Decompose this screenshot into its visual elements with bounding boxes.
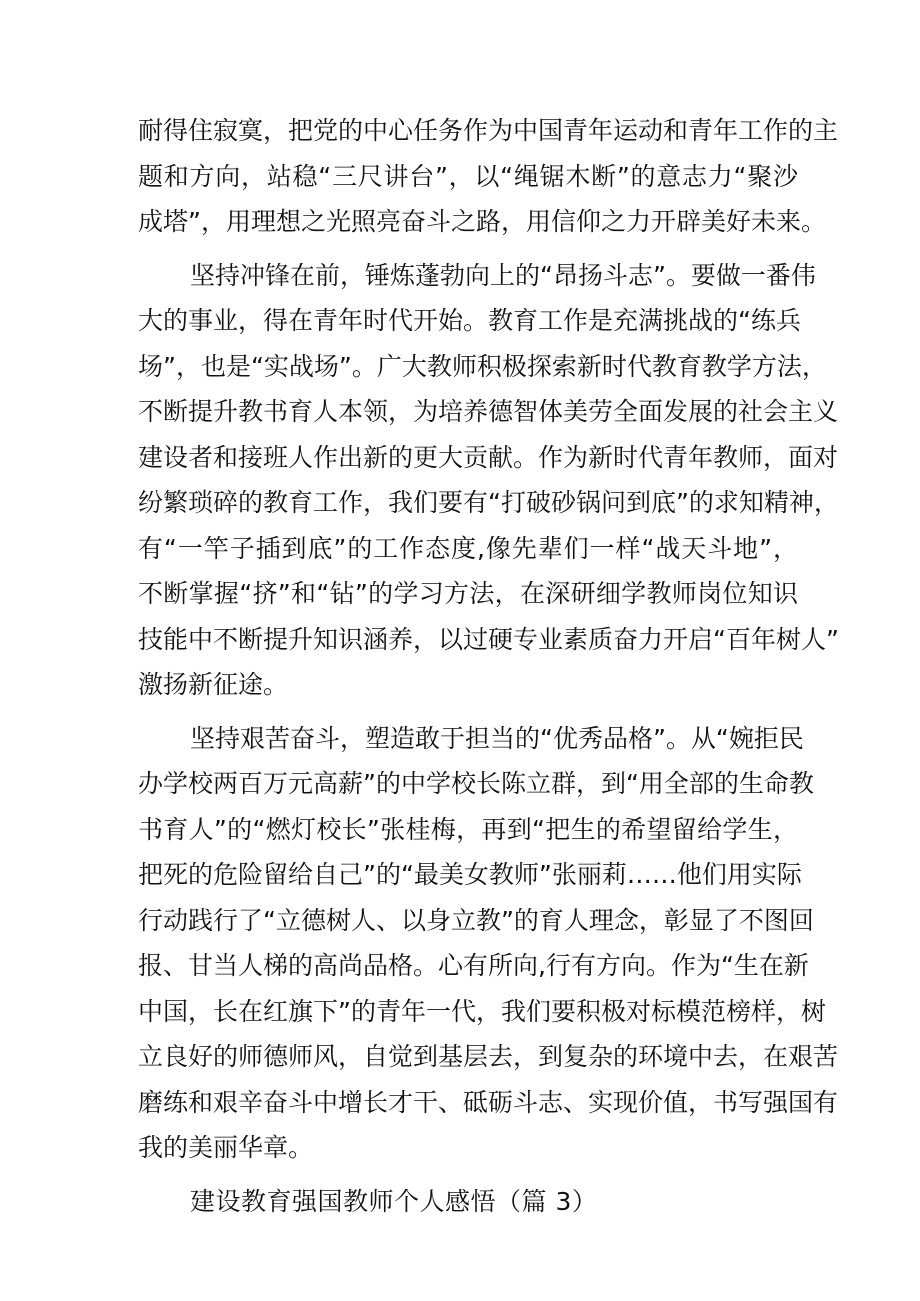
text-line: 大的事业，得在青年时代开始。教育工作是充满挑战的“练兵: [138, 306, 801, 335]
text-line: 我的美丽华章。: [138, 1133, 314, 1162]
text-line: 有“一竿子插到底”的工作态度,像先辈们一样“战天斗地”，: [138, 533, 798, 563]
text-line: 报、甘当人梯的高尚品格。心有所向,行有方向。作为“生在新: [138, 951, 809, 980]
text-line: 不断提升教书育人本领，为培养德智体美劳全面发展的社会主义: [138, 397, 839, 426]
paragraph-3: [138, 716, 839, 1171]
document-body: [138, 108, 839, 1224]
section-heading: 建设教育强国教师个人感悟（篇 3）: [190, 1186, 598, 1216]
text-line: 办学校两百万元高薪”的中学校长陈立群，到“用全部的生命教: [138, 769, 814, 798]
text-line: 磨练和艰辛奋斗中增长才干、砥砺斗志、实现价值，书写强国有: [138, 1087, 839, 1117]
paragraph-1: [138, 108, 839, 245]
text-line: 中国，长在红旗下”的青年一代，我们要积极对标模范榜样，树: [138, 996, 826, 1026]
text-line: 技能中不断提升知识涵养，以过硬专业素质奋力开启“百年树人”: [138, 624, 839, 654]
text-line: 立良好的师德师风，自觉到基层去，到复杂的环境中去，在艰苦: [138, 1042, 839, 1071]
text-line: 题和方向，站稳“三尺讲台”，以“绳锯木断”的意志力“聚沙: [138, 161, 798, 191]
text-line: 耐得住寂寞，把党的中心任务作为中国青年运动和青年工作的主: [138, 116, 839, 145]
text-line: 把死的危险留给自己”的“最美女教师”张丽莉……他们用实际: [138, 860, 802, 889]
text-line: 坚持艰苦奋斗，塑造敢于担当的“优秀品格”。从“婉拒民: [190, 723, 804, 753]
text-line: 建设者和接班人作出新的更大贡献。作为新时代青年教师，面对: [138, 442, 839, 472]
text-line: 成塔”，用理想之光照亮奋斗之路，用信仰之力开辟美好未来。: [138, 207, 826, 236]
paragraph-2: [138, 253, 839, 708]
text-line: 激扬新征途。: [138, 670, 289, 699]
text-line: 场”，也是“实战场”。广大教师积极探索新时代教育教学方法，: [138, 351, 827, 381]
text-line: 书育人”的“燃灯校长”张桂梅，再到“把生的希望留给学生，: [138, 814, 798, 844]
text-line: 坚持冲锋在前，锤炼蓬勃向上的“昂扬斗志”。要做一番伟: [190, 260, 816, 290]
text-line: 不断掌握“挤”和“钻”的学习方法，在深研细学教师岗位知识: [138, 579, 798, 608]
text-line: 行动践行了“立德树人、以身立教”的育人理念，彰显了不图回: [138, 905, 814, 935]
text-line: 纷繁琐碎的教育工作，我们要有“打破砂锅问到底”的求知精神，: [138, 488, 839, 517]
